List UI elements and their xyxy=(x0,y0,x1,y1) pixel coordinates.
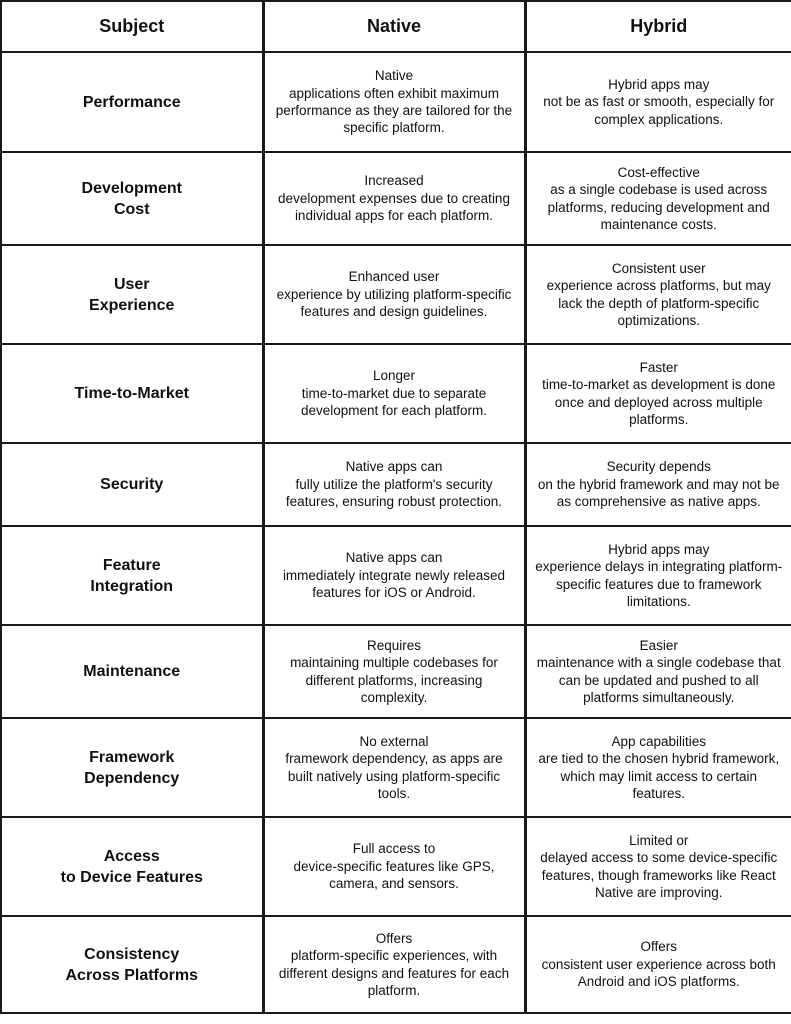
subject-cell: Time-to-Market xyxy=(1,344,263,443)
table-row xyxy=(1,443,791,526)
subject-cell: Development Cost xyxy=(1,152,263,245)
hybrid-cell: Cost-effective as a single codebase is used across platforms, reducing development and maintenance costs. xyxy=(525,152,791,245)
hybrid-cell: Offers consistent user experience across both Android and iOS platforms. xyxy=(525,916,791,1013)
hybrid-cell: Hybrid apps may not be as fast or smooth, especially for complex applications. xyxy=(525,52,791,152)
table-row xyxy=(1,152,791,245)
subject-cell: User Experience xyxy=(1,245,263,344)
subject-cell: Access to Device Features xyxy=(1,817,263,916)
header-hybrid: Hybrid xyxy=(525,1,791,52)
hybrid-cell: Limited or delayed access to some device-specific features, though frameworks like React Native are improving. xyxy=(525,817,791,916)
header-native: Native xyxy=(263,1,525,52)
hybrid-cell: App capabilities are tied to the chosen hybrid framework, which may limit access to certain features. xyxy=(525,718,791,817)
subject-cell: Security xyxy=(1,443,263,526)
hybrid-cell: Faster time-to-market as development is done once and deployed across multiple platforms. xyxy=(525,344,791,443)
native-cell: Longer time-to-market due to separate development for each platform. xyxy=(263,344,525,443)
table-row xyxy=(1,526,791,625)
hybrid-cell: Security depends on the hybrid framework and may not be as comprehensive as native apps. xyxy=(525,443,791,526)
header-subject: Subject xyxy=(1,1,263,52)
native-cell: Requires maintaining multiple codebases for different platforms, increasing complexity. xyxy=(263,625,525,718)
subject-cell: Maintenance xyxy=(1,625,263,718)
table-row xyxy=(1,625,791,718)
native-cell: Enhanced user experience by utilizing platform-specific features and design guidelines. xyxy=(263,245,525,344)
native-cell: No external framework dependency, as apps are built natively using platform-specific tools. xyxy=(263,718,525,817)
table-row xyxy=(1,718,791,817)
subject-cell: Framework Dependency xyxy=(1,718,263,817)
table-row xyxy=(1,817,791,916)
table-row xyxy=(1,245,791,344)
subject-cell: Consistency Across Platforms xyxy=(1,916,263,1013)
subject-cell: Performance xyxy=(1,52,263,152)
subject-cell: Feature Integration xyxy=(1,526,263,625)
table-row xyxy=(1,344,791,443)
table-row xyxy=(1,52,791,152)
table-header xyxy=(1,1,791,52)
header-row xyxy=(1,1,791,52)
table-row xyxy=(1,916,791,1013)
native-cell: Native apps can fully utilize the platform's security features, ensuring robust protection. xyxy=(263,443,525,526)
hybrid-cell: Easier maintenance with a single codebase that can be updated and pushed to all platforms simultaneously. xyxy=(525,625,791,718)
native-cell: Full access to device-specific features like GPS, camera, and sensors. xyxy=(263,817,525,916)
hybrid-cell: Consistent user experience across platforms, but may lack the depth of platform-specific optimizations. xyxy=(525,245,791,344)
hybrid-cell: Hybrid apps may experience delays in integrating platform-specific features due to framework limitations. xyxy=(525,526,791,625)
native-cell: Offers platform-specific experiences, with different designs and features for each platform. xyxy=(263,916,525,1013)
table-body xyxy=(1,52,791,1013)
native-cell: Native apps can immediately integrate newly released features for iOS or Android. xyxy=(263,526,525,625)
native-cell: Native applications often exhibit maximum performance as they are tailored for the specific platform. xyxy=(263,52,525,152)
native-cell: Increased development expenses due to creating individual apps for each platform. xyxy=(263,152,525,245)
